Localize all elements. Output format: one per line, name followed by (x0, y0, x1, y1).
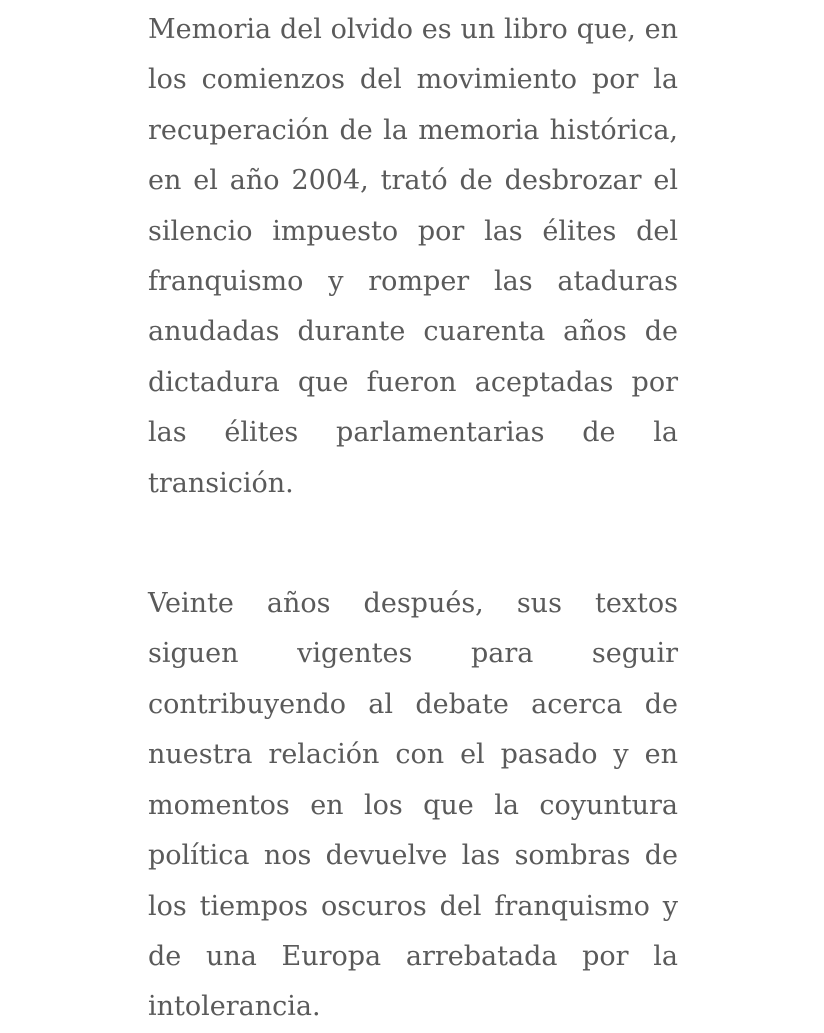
paragraph-intro: Memoria del olvido es un libro que, en los comienzos del movimiento por la recuperación de la memoria histórica, en el año 2004, trató de desbrozar el silencio impuesto por las élites del franquismo y romper las ataduras anudadas durante cuarenta años de dictadura que fueron aceptadas por las élites parlamentarias de la transición. (148, 14, 678, 499)
paragraph-followup: Veinte años después, sus textos siguen vigentes para seguir contribuyendo al debate acerca de nuestra relación con el pasado y en momentos en los que la coyuntura política nos devuelve las sombras de los tiempos oscuros del franquismo y de una Europa arrebatada por la intolerancia. (148, 588, 678, 1023)
article-body (148, 0, 678, 1033)
